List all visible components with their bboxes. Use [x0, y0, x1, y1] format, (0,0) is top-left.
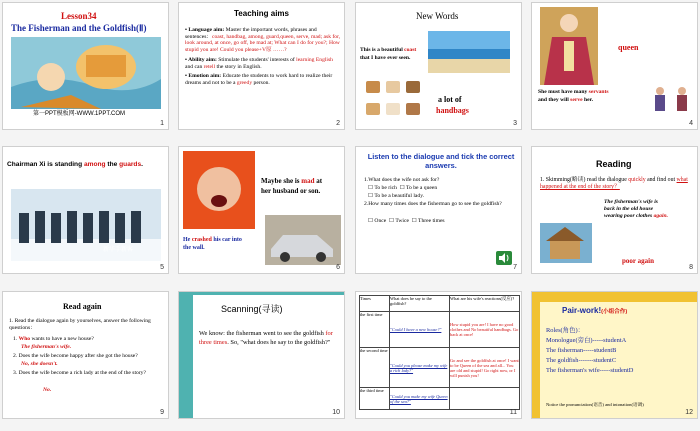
- slide-thumbnail-8[interactable]: [531, 146, 698, 274]
- slide-title: New Words: [416, 11, 459, 21]
- slide-thumbnail-9[interactable]: [2, 291, 169, 419]
- servants-sentence: She must have many servants: [538, 89, 609, 95]
- aim-language: • Language aim: Master the important words, phrases and sentences：coast, handbag, among, guard,queen, serve, mad; ask for, look around, at once, go off, be mad at; What can I do for you?; How stupid you are! Could you please+V原 ……?: [185, 27, 341, 54]
- q1-option-3: ☐ To be a beautiful lady.: [368, 193, 425, 199]
- slide-thumbnail-5[interactable]: [2, 146, 169, 274]
- slide-number: 5: [160, 264, 164, 271]
- handbags-label-1: a lot of: [438, 95, 462, 104]
- mad-sentence: Maybe she is mad at: [261, 177, 323, 185]
- read-again-intro: 1. Read the dialogue again by yourselves, answer the following questions：: [9, 318, 151, 331]
- row-reaction: How stupid you are! I have no good clothes and No beautiful handbags. Go back at once!: [450, 312, 520, 348]
- serve-sentence: and they will serve her.: [538, 97, 593, 103]
- slide-thumbnail-10[interactable]: [178, 291, 345, 419]
- row-say: "Could you make my wife Queen of the sea?": [390, 388, 450, 410]
- lesson-subtitle: The Fisherman and the Goldfish(Ⅱ): [11, 23, 147, 33]
- skimming-task: 1. Skimming(略读) read the dialogue quickly and find out what happened at the end of the story？: [540, 177, 688, 190]
- old-house-illustration: [540, 223, 592, 263]
- queen-portrait: [540, 7, 598, 85]
- slide-title: Read again: [63, 302, 102, 311]
- coast-sentence: This is a beautiful coast: [360, 47, 417, 53]
- answer-1: The fisherman's wife.: [21, 344, 72, 350]
- poor-again-label: poor again: [622, 257, 654, 265]
- row-reaction: Go and see the goldfish at once! I want to be Queen of the sea and all... You are old and stupid! Go right now, or I will punish you!: [450, 348, 520, 388]
- accent-top: [532, 292, 698, 302]
- header-reactions: What are his wife's reactions(反应)?: [450, 296, 520, 312]
- row-reaction: [450, 388, 520, 410]
- row-say: "Could I have a new house?": [390, 312, 450, 348]
- slide-number: 3: [513, 120, 517, 127]
- queen-word: queen: [618, 43, 639, 52]
- slide-number: 10: [332, 409, 340, 416]
- q1-options: ☐ To be rich ☐ To be a queen: [368, 185, 438, 191]
- crash-sentence-2: the wall.: [183, 245, 205, 251]
- header-say: What does he say to the goldfish?: [390, 296, 450, 312]
- dialogue-table: [359, 295, 520, 410]
- guards-sentence: Chairman Xi is standing among the guards.: [7, 161, 143, 168]
- slide-number: 12: [685, 409, 693, 416]
- slide-thumbnail-1[interactable]: [2, 2, 169, 130]
- row-time: the second time: [360, 348, 390, 388]
- accent-top: [193, 292, 345, 295]
- crashed-car-photo: [265, 215, 341, 265]
- slide-number: 9: [160, 409, 164, 416]
- slide-title: Scanning(寻读): [221, 304, 283, 314]
- mad-sentence-2: her husband or son.: [261, 187, 321, 195]
- slide-number: 8: [689, 264, 693, 271]
- slide-thumbnail-6[interactable]: [178, 146, 345, 274]
- slide-thumbnail-12[interactable]: [531, 291, 698, 419]
- row-time: the first time: [360, 312, 390, 348]
- scanning-body: We know: the fisherman went to see the goldfish for three times. So, "what does he say to the goldfish?": [199, 330, 333, 346]
- header-times: Times: [360, 296, 390, 312]
- slide-number: 7: [513, 264, 517, 271]
- question-2: 2.How many times does the fisherman go to see the goldfish?: [364, 201, 502, 207]
- slide-thumbnail-11[interactable]: [355, 291, 522, 419]
- row-time: the third time: [360, 388, 390, 410]
- listening-title: Listen to the dialogue and tick the correct answers.: [367, 152, 515, 170]
- footer-watermark: 第一PPT模板网-WWW.1PPT.COM: [33, 111, 125, 117]
- answer-3: No.: [43, 387, 52, 393]
- guards-photo: [11, 189, 161, 261]
- photo-watermark: 新华手新客: [103, 247, 134, 253]
- slide-number: 2: [336, 120, 340, 127]
- answer-line-3: wearing poor clothes again.: [604, 213, 669, 219]
- aim-ability: • Ability aim: Stimulate the students' interests of learning English and can retell the story in English.: [185, 56, 333, 70]
- slide-number: 6: [336, 264, 340, 271]
- question-1: 1.What does the wife not ask for?: [364, 177, 440, 183]
- fisherman-illustration: [11, 37, 161, 109]
- coast-photo: [428, 31, 510, 73]
- slide-thumbnail-7[interactable]: [355, 146, 522, 274]
- lesson-title: Lesson34: [61, 11, 97, 21]
- handbags-picture: [364, 77, 434, 123]
- slide-number: 4: [689, 120, 693, 127]
- coast-sentence-2: that I have ever seen.: [360, 55, 411, 61]
- aims-list: [185, 27, 341, 87]
- accent-bar: [179, 292, 193, 419]
- pronunciation-note: Notice the pronunciation(语音) and intonation(语调): [546, 402, 644, 407]
- roles-list: Roles(角色)： Monologue(旁白)-----studentA The fisherman-----studentB The goldfish-------studentC The fisherman's wife-----studentD: [546, 327, 634, 374]
- slide-title: Pair-work!(小组合作): [562, 306, 628, 315]
- question-2: 2. Does the wife become happy after she got the house?: [13, 353, 138, 359]
- slide-number: 1: [160, 120, 164, 127]
- accent-left: [532, 292, 540, 419]
- audio-speaker-icon[interactable]: [496, 251, 512, 265]
- angry-woman-photo: [183, 151, 255, 229]
- slide-title: Reading: [596, 159, 632, 169]
- handbags-label-2: handbags: [436, 106, 469, 115]
- slide-title: Teaching aims: [234, 9, 289, 18]
- question-3: 3. Does the wife become a rich lady at the end of the story?: [13, 370, 146, 376]
- answer-line-2: back in the old house: [604, 206, 654, 212]
- q2-options: ☐ Once ☐ Twice ☐ Three times: [368, 218, 445, 224]
- servants-picture: [650, 85, 694, 113]
- slide-thumbnail-3[interactable]: [355, 2, 522, 130]
- question-1: 1. Who wants to have a new house?: [13, 336, 94, 342]
- slide-thumbnail-4[interactable]: [531, 2, 698, 130]
- crash-sentence: He crashed his car into: [183, 237, 242, 243]
- aim-emotion: • Emotion aim: Educate the students to work hard to realize their dreams and not to be a greedy person.: [185, 73, 333, 86]
- answer-line-1: The fisherman's wife is: [604, 199, 658, 205]
- row-say: "Could you please make my wife a rich lady?": [390, 348, 450, 388]
- slide-number: 11: [509, 409, 517, 416]
- answer-2: No, she doesn't.: [21, 361, 58, 367]
- slide-thumbnail-2[interactable]: [178, 2, 345, 130]
